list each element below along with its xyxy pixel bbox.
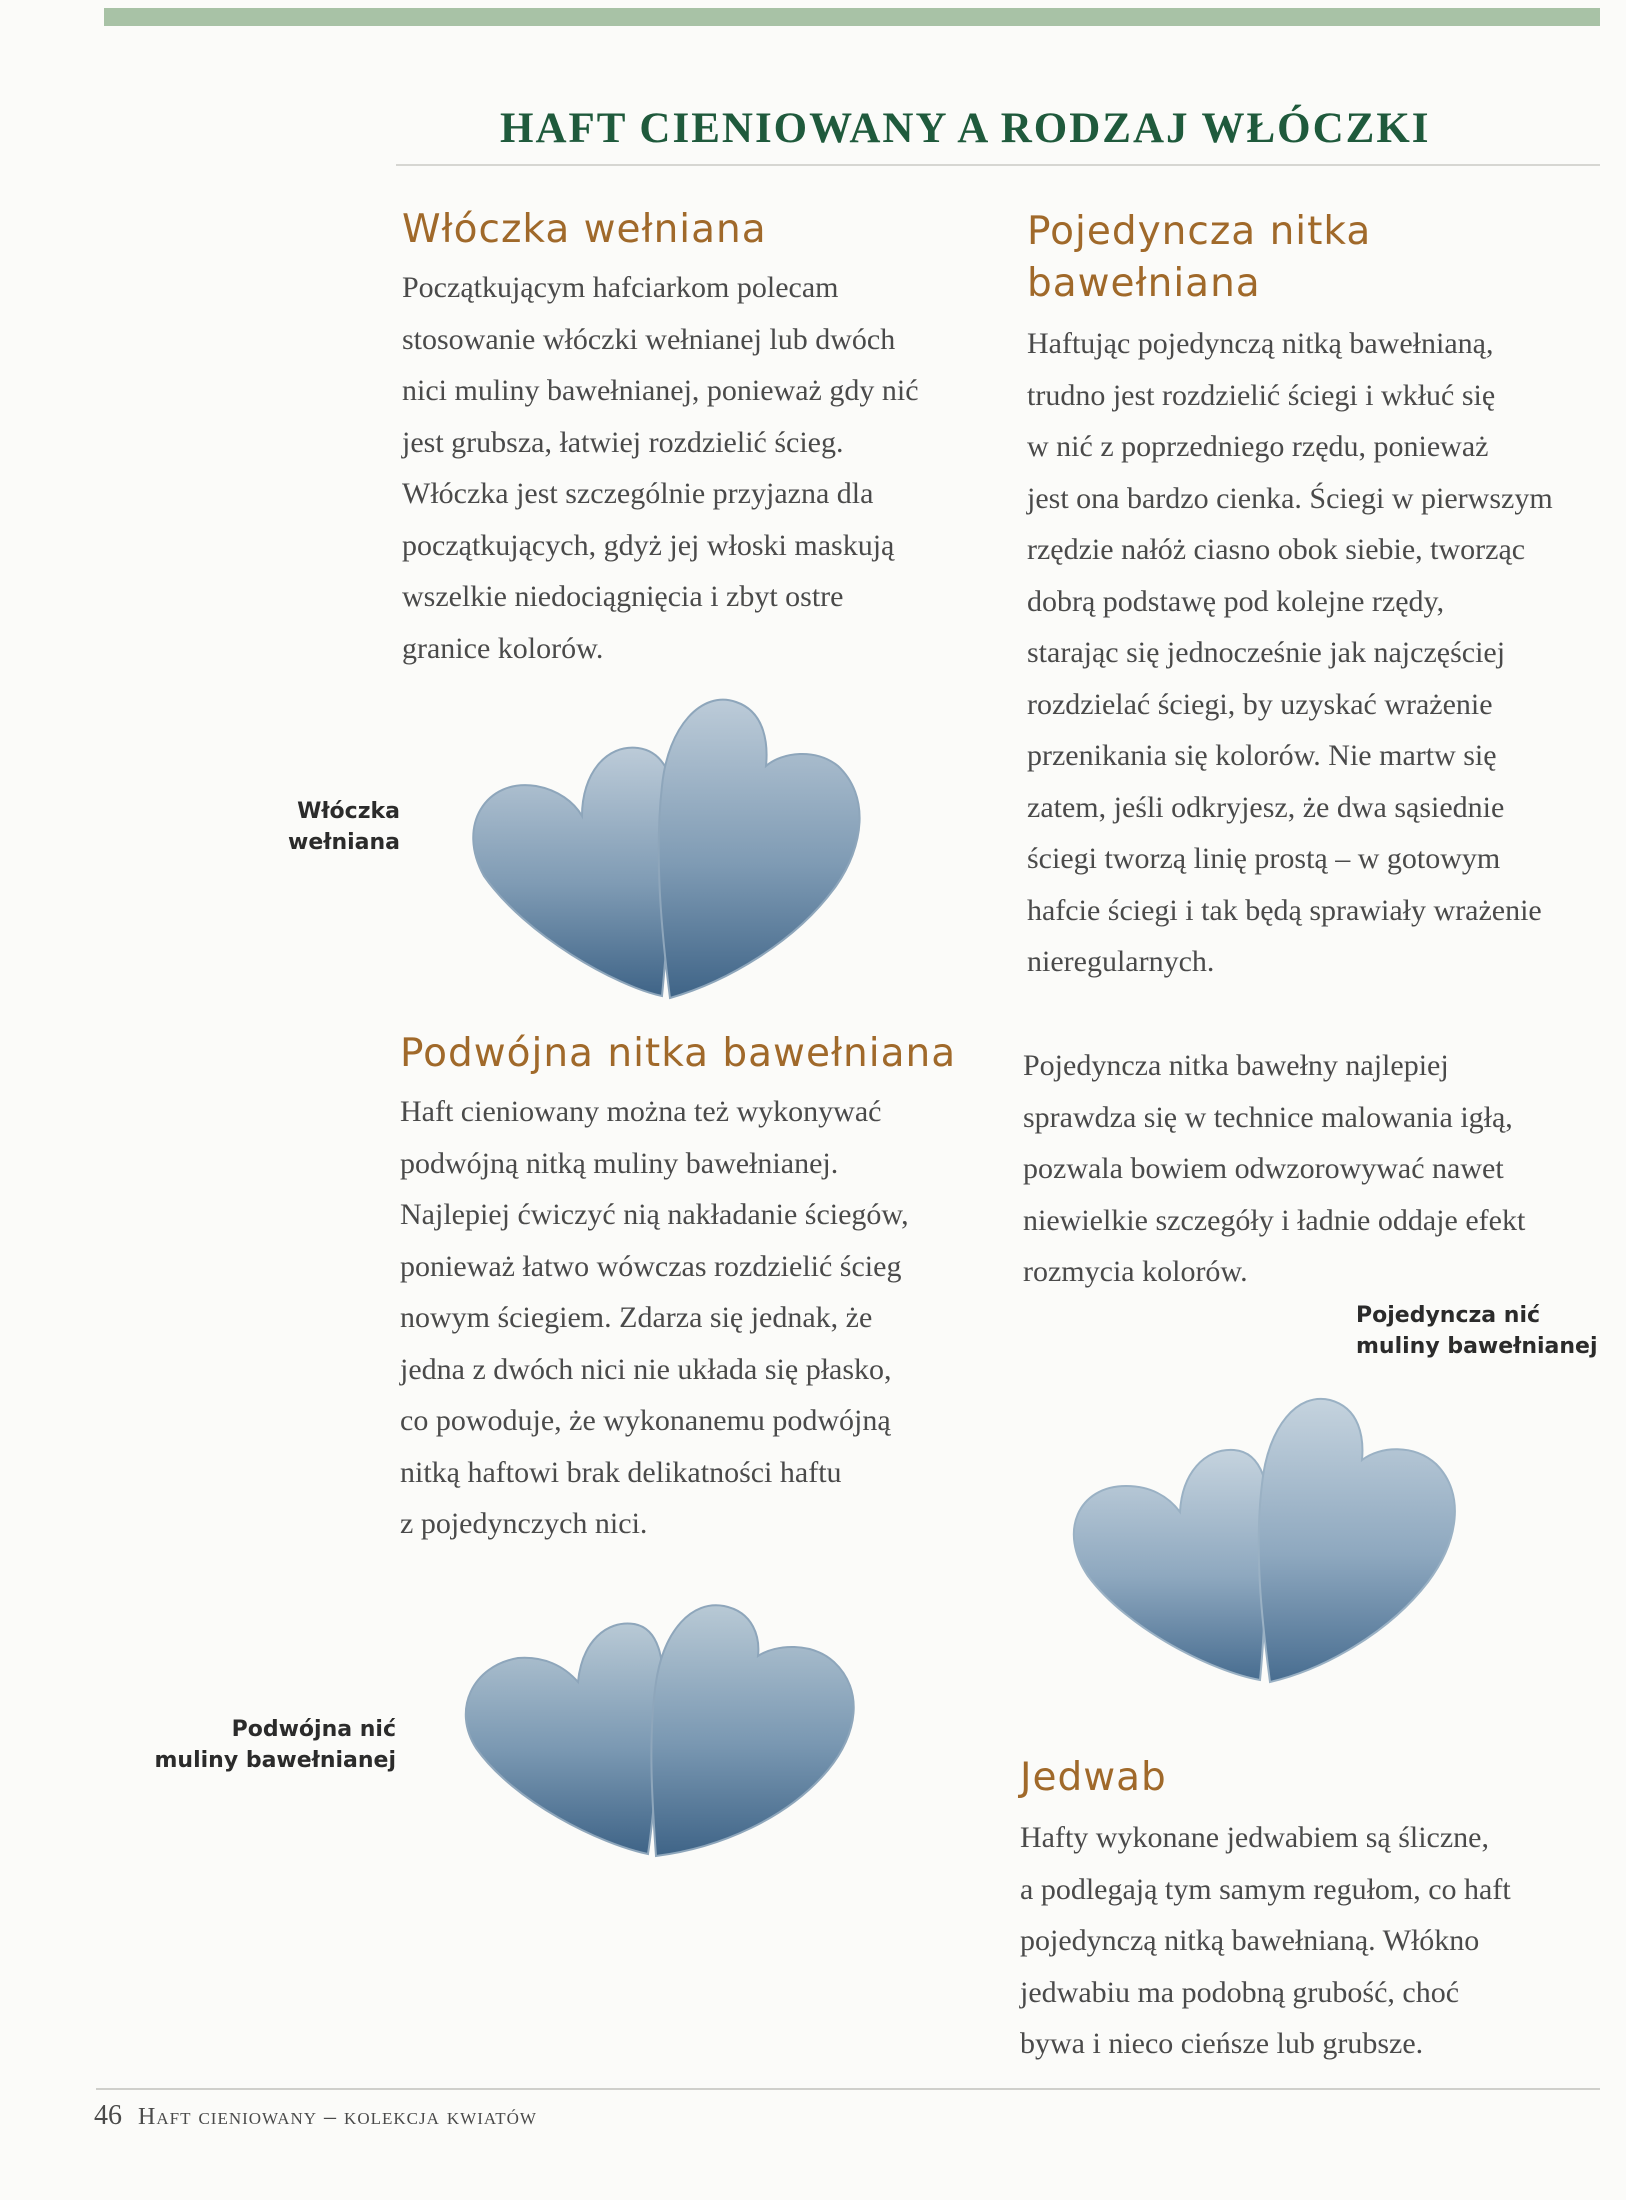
text-line: podwójną nitką muliny bawełnianej. — [400, 1146, 839, 1180]
text-line: Hafty wykonane jedwabiem są śliczne, — [1020, 1821, 1489, 1854]
text-line: zatem, jeśli odkryjesz, że dwa sąsiednie — [1027, 790, 1505, 824]
heading-single: Pojedyncza nitka bawełniana — [1027, 209, 1372, 306]
text-line: początkujących, gdyż jej włoski maskują — [402, 528, 895, 562]
caption-double: Podwójna nić muliny bawełnianej — [154, 1717, 396, 1773]
body-single — [1027, 318, 1553, 988]
petal-left — [473, 748, 675, 996]
footer-divider — [96, 2088, 1600, 2090]
petal-left — [466, 1624, 663, 1854]
petal-left — [1074, 1450, 1269, 1680]
heading-silk: Jedwab — [1020, 1755, 1167, 1800]
text-line: przenikania się kolorów. Nie martw się — [1027, 739, 1497, 772]
text-line: Haftując pojedynczą nitką bawełnianą, — [1027, 327, 1494, 360]
text-line: nici muliny bawełnianej, ponieważ gdy nić — [402, 374, 919, 407]
text-line: nowym ściegiem. Zdarza się jednak, że — [400, 1301, 873, 1334]
text-line: nieregularnych. — [1027, 945, 1215, 978]
text-line: sprawdza się w technice malowania igłą, — [1023, 1100, 1513, 1134]
text-line: hafcie ściegi i tak będą sprawiały wrażenie — [1027, 893, 1542, 927]
text-line: ściegi tworzą linię prostą – w gotowym — [1027, 842, 1501, 875]
caption-wool: Włóczka wełniana — [288, 799, 400, 855]
text-line: ponieważ łatwo wówczas rozdzielić ścieg — [400, 1249, 902, 1283]
body-silk — [1020, 1812, 1511, 2070]
text-line: rozmycia kolorów. — [1023, 1255, 1248, 1288]
text-line: stosowanie włóczki wełnianej lub dwóch — [402, 322, 896, 356]
body-double — [400, 1086, 909, 1550]
text-line: nitką haftowi brak delikatności haftu — [400, 1455, 842, 1489]
text-line: niewielkie szczegóły i ładnie oddaje efekt — [1023, 1203, 1526, 1237]
single-thread-petals-image — [1064, 1386, 1462, 1688]
page-footer — [94, 2100, 537, 2132]
heading-double: Podwójna nitka bawełniana — [400, 1031, 957, 1076]
text-line: Najlepiej ćwiczyć nią nakładanie ściegów, — [400, 1198, 909, 1231]
text-line: co powoduje, że wykonanemu podwójną — [400, 1404, 891, 1437]
text-line: jest grubsza, łatwiej rozdzielić ścieg. — [402, 425, 844, 459]
text-line: starając się jednocześnie jak najczęściej — [1027, 636, 1506, 669]
petal-right — [1259, 1399, 1455, 1682]
heading-wool: Włóczka wełniana — [402, 207, 767, 252]
text-line: Włóczka jest szczególnie przyjazna dla — [402, 477, 874, 510]
wool-petals-image — [466, 686, 868, 1002]
page-number: 46 — [94, 2100, 122, 2131]
text-line: Początkującym hafciarkom polecam — [402, 271, 839, 304]
double-thread-petals-image — [460, 1586, 864, 1860]
text-line: pojedynczą nitką bawełnianą. Włókno — [1020, 1924, 1480, 1957]
body-single-2 — [1023, 1040, 1525, 1298]
text-line: w nić z poprzedniego rzędu, ponieważ — [1027, 430, 1489, 463]
text-line: wszelkie niedociągnięcia i zbyt ostre — [402, 580, 844, 613]
text-line: Haft cieniowany można też wykonywać — [400, 1095, 882, 1128]
text-line: a podlegają tym samym regułom, co haft — [1020, 1872, 1511, 1906]
text-line: bywa i nieco cieńsze lub grubsze. — [1020, 2027, 1424, 2060]
text-line: Pojedyncza nitka bawełny najlepiej — [1023, 1049, 1449, 1082]
title-divider — [396, 164, 1600, 166]
text-line: granice kolorów. — [402, 631, 604, 665]
text-line: trudno jest rozdzielić ściegi i wkłuć się — [1027, 378, 1496, 412]
running-title: Haft cieniowany – kolekcja kwiatów — [138, 2104, 537, 2130]
top-color-bar — [104, 8, 1600, 26]
text-line: dobrą podstawę pod kolejne rzędy, — [1027, 584, 1445, 618]
petal-right — [651, 1605, 853, 1856]
text-line: rozdzielać ściegi, by uzyskać wrażenie — [1027, 687, 1493, 721]
text-line: jedna z dwóch nici nie układa się płasko, — [400, 1352, 892, 1386]
petal-right — [659, 700, 860, 998]
page-title: HAFT CIENIOWANY A RODZAJ WŁÓCZKI — [500, 105, 1431, 152]
text-line: rzędzie nałóż ciasno obok siebie, tworząc — [1027, 533, 1526, 566]
text-line: z pojedynczych nici. — [400, 1507, 648, 1540]
text-line: pozwala bowiem odwzorowywać nawet — [1023, 1152, 1504, 1185]
body-wool — [402, 262, 919, 674]
caption-single: Pojedyncza nić muliny bawełnianej — [1356, 1303, 1598, 1359]
text-line: jedwabiu ma podobną grubość, choć — [1020, 1975, 1460, 2009]
text-line: jest ona bardzo cienka. Ściegi w pierwszym — [1027, 481, 1553, 515]
